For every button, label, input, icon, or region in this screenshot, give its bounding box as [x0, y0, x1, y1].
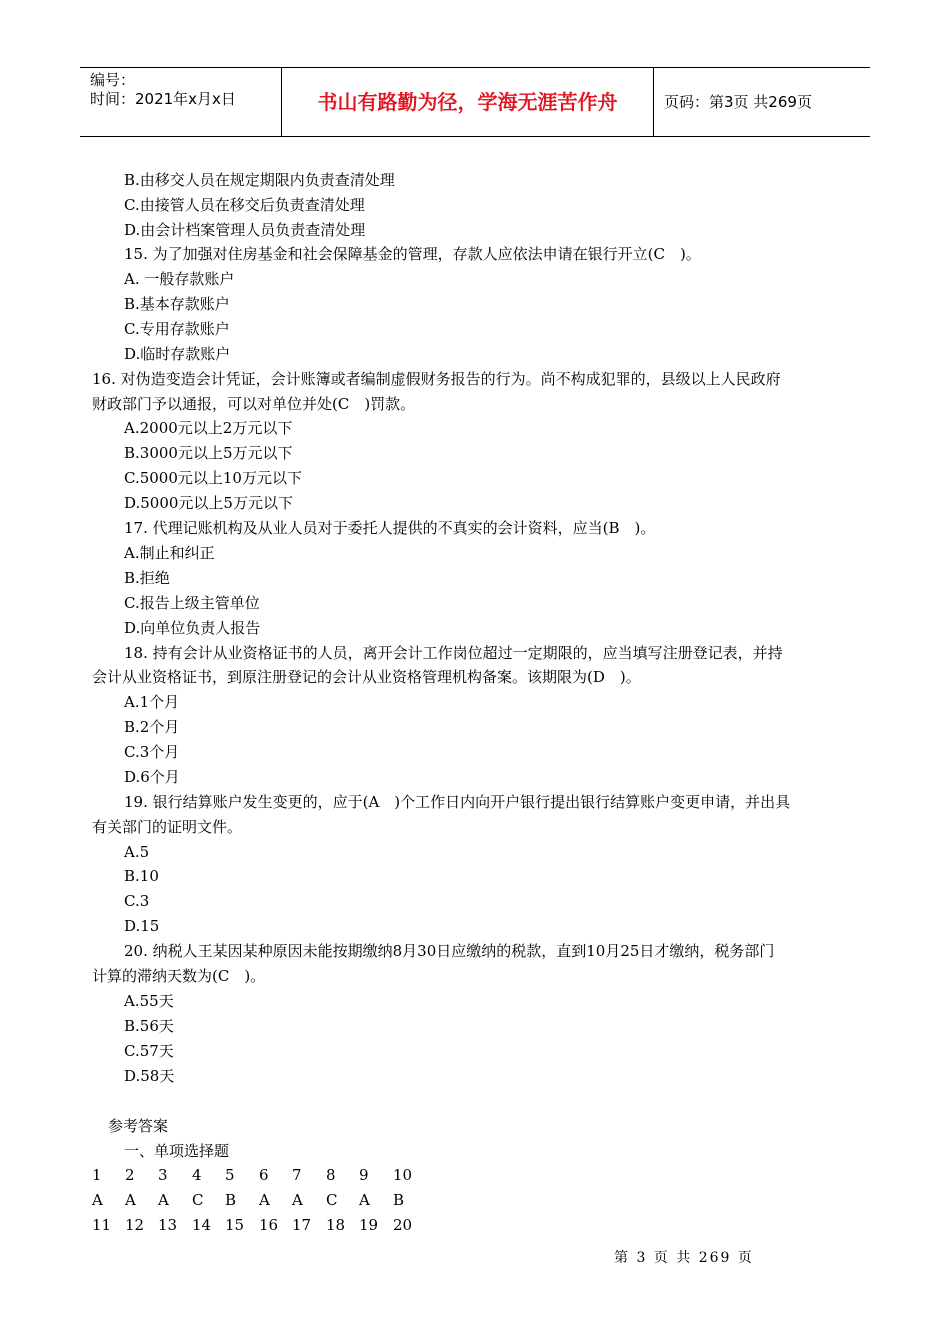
grid-cell: A [292, 1191, 303, 1209]
grid-cell: 4 [192, 1166, 202, 1184]
option-text: B.2个月 [124, 718, 180, 736]
grid-cell: 6 [259, 1166, 269, 1184]
option-text: D.向单位负责人报告 [124, 619, 261, 637]
option-text: C.5000元以上10万元以下 [124, 469, 302, 487]
grid-cell: 10 [393, 1166, 413, 1184]
grid-cell: A [259, 1191, 270, 1209]
grid-cell: 16 [259, 1216, 279, 1234]
option-text: C.3个月 [124, 743, 180, 761]
question-15: 15. 为了加强对住房基金和社会保障基金的管理，存款人应依法申请在银行开立(C )。 [124, 245, 701, 263]
option-text: C.57天 [124, 1042, 174, 1060]
grid-cell: 8 [326, 1166, 336, 1184]
question-16-cont: 财政部门予以通报，可以对单位并处(C )罚款。 [92, 395, 416, 413]
option-text: B.拒绝 [124, 569, 170, 587]
question-16: 16. 对伪造变造会计凭证，会计账簿或者编制虚假财务报告的行为。尚不构成犯罪的，县级以上人民政府 [92, 370, 781, 388]
grid-cell: 1 [92, 1166, 102, 1184]
date-label: 时间：2021年x月x日 [90, 90, 236, 108]
grid-cell: A [125, 1191, 136, 1209]
question-19-cont: 有关部门的证明文件。 [92, 818, 243, 836]
option-text: C.报告上级主管单位 [124, 594, 260, 612]
option-text: D.由会计档案管理人员负责查清处理 [124, 221, 366, 239]
question-20-cont: 计算的滞纳天数为(C )。 [92, 967, 266, 985]
header-page-info: 页码：第3页 共269页 [664, 93, 812, 111]
grid-cell: A [92, 1191, 103, 1209]
option-text: B.3000元以上5万元以下 [124, 444, 293, 462]
grid-cell: A [158, 1191, 169, 1209]
serial-label: 编号： [90, 71, 136, 89]
option-text: A.55天 [124, 992, 174, 1010]
option-text: D.58天 [124, 1067, 175, 1085]
question-19: 19. 银行结算账户发生变更的，应于(A )个工作日内向开户银行提出银行结算账户变更申请，并出具 [124, 793, 791, 811]
question-18: 18. 持有会计从业资格证书的人员，离开会计工作岗位超过一定期限的，应当填写注册登记表，并持 [124, 644, 783, 662]
option-text: C.专用存款账户 [124, 320, 230, 338]
option-text: D.5000元以上5万元以下 [124, 494, 293, 512]
option-text: D.15 [124, 917, 160, 935]
grid-cell: 20 [393, 1216, 413, 1234]
grid-cell: 7 [292, 1166, 302, 1184]
grid-cell: 15 [225, 1216, 245, 1234]
grid-cell: C [326, 1191, 338, 1209]
grid-cell: 3 [158, 1166, 168, 1184]
grid-cell: 19 [359, 1216, 379, 1234]
option-text: A. 一般存款账户 [124, 270, 235, 288]
grid-cell: 17 [292, 1216, 312, 1234]
question-18-cont: 会计从业资格证书，到原注册登记的会计从业资格管理机构备案。该期限为(D )。 [92, 668, 641, 686]
option-text: B.基本存款账户 [124, 295, 230, 313]
option-text: B.由移交人员在规定期限内负责查清处理 [124, 171, 395, 189]
grid-cell: 12 [125, 1216, 145, 1234]
grid-cell: 11 [92, 1216, 112, 1234]
answers-title: 参考答案 [108, 1117, 169, 1135]
question-17: 17. 代理记账机构及从业人员对于委托人提供的不真实的会计资料，应当(B )。 [124, 519, 656, 537]
grid-cell: B [393, 1191, 405, 1209]
option-text: D.临时存款账户 [124, 345, 231, 363]
option-text: D.6个月 [124, 768, 180, 786]
option-text: A.5 [124, 843, 150, 861]
header-motto: 书山有路勤为径，学海无涯苦作舟 [282, 68, 654, 136]
option-text: C.由接管人员在移交后负责查清处理 [124, 196, 365, 214]
grid-cell: B [225, 1191, 237, 1209]
option-text: A.1个月 [124, 693, 180, 711]
grid-cell: 18 [326, 1216, 346, 1234]
option-text: C.3 [124, 892, 150, 910]
option-text: B.56天 [124, 1017, 174, 1035]
header-meta [80, 68, 282, 136]
grid-cell: 9 [359, 1166, 369, 1184]
section-title: 一、单项选择题 [124, 1142, 230, 1160]
grid-cell: A [359, 1191, 370, 1209]
page-footer: 第 3 页 共 269 页 [614, 1250, 754, 1266]
page-header [80, 67, 870, 137]
question-20: 20. 纳税人王某因某种原因未能按期缴纳8月30日应缴纳的税款，直到10月25日才缴纳，税务部门 [124, 942, 775, 960]
grid-cell: 2 [125, 1166, 135, 1184]
grid-cell: 5 [225, 1166, 235, 1184]
grid-cell: C [192, 1191, 204, 1209]
option-text: B.10 [124, 867, 159, 885]
option-text: A.2000元以上2万元以下 [124, 419, 293, 437]
grid-cell: 13 [158, 1216, 178, 1234]
option-text: A.制止和纠正 [124, 544, 215, 562]
grid-cell: 14 [192, 1216, 212, 1234]
